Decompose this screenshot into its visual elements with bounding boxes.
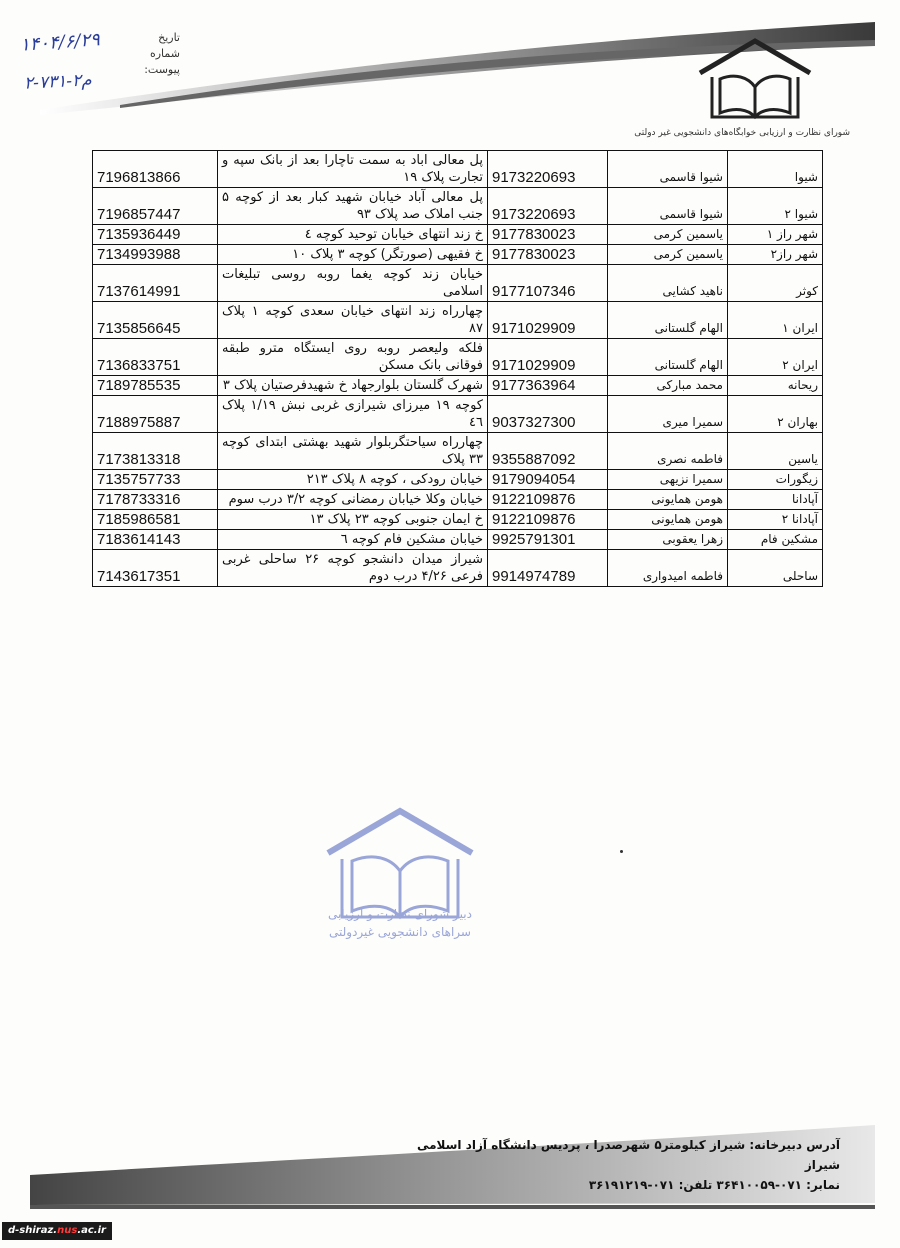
manager-cell: شیوا قاسمی bbox=[608, 188, 728, 225]
address-cell: شهرک گلستان بلوارجهاد خ شهیدفرصتیان پلاک ۳ bbox=[218, 376, 488, 396]
mobile-cell: 9177830023 bbox=[488, 245, 608, 265]
address-cell: خ زند انتهای خیابان توحید کوچه ٤ bbox=[218, 225, 488, 245]
phone-cell: 7135757733 bbox=[93, 470, 218, 490]
table-row bbox=[93, 550, 823, 587]
dorm-name-cell: ساحلی bbox=[728, 550, 823, 587]
manager-cell: الهام گلستانی bbox=[608, 339, 728, 376]
manager-cell: محمد مبارکی bbox=[608, 376, 728, 396]
address-cell: خیابان رودکی ، کوچه ۸ پلاک ۲۱۳ bbox=[218, 470, 488, 490]
site-url-accent: nus bbox=[57, 1225, 78, 1236]
dormitory-table bbox=[92, 150, 822, 587]
mobile-cell: 9914974789 bbox=[488, 550, 608, 587]
address-cell: چهارراه سیاحتگربلوار شهید بهشتی ابتدای کوچه ۳۳ پلاک bbox=[218, 433, 488, 470]
manager-cell: هومن همایونی bbox=[608, 510, 728, 530]
handwritten-date: ۱۴۰۴/۶/۲۹ bbox=[19, 29, 101, 56]
mobile-cell: 9179094054 bbox=[488, 470, 608, 490]
address-cell: پل معالی آباد خیابان شهید کبار بعد از کوچه ۵ جنب املاک صد پلاک ۹۳ bbox=[218, 188, 488, 225]
table-row bbox=[93, 339, 823, 376]
address-cell: خ ایمان جنوبی کوچه ۲۳ پلاک ۱۳ bbox=[218, 510, 488, 530]
manager-cell: یاسمین کرمی bbox=[608, 245, 728, 265]
manager-cell: زهرا یعقوبی bbox=[608, 530, 728, 550]
phone-cell: 7135936449 bbox=[93, 225, 218, 245]
mobile-cell: 9177107346 bbox=[488, 265, 608, 302]
phone-cell: 7185986581 bbox=[93, 510, 218, 530]
manager-cell: سمیرا میری bbox=[608, 396, 728, 433]
council-caption: شورای نظارت و ارزیابی خوابگاه‌های دانشجویی غیر دولتی bbox=[634, 128, 850, 138]
manager-cell: هومن همایونی bbox=[608, 490, 728, 510]
table-row bbox=[93, 151, 823, 188]
phone-cell: 7183614143 bbox=[93, 530, 218, 550]
address-cell: خیابان وکلا خیابان رمضانی کوچه ۳/۲ درب سوم bbox=[218, 490, 488, 510]
mobile-cell: 9122109876 bbox=[488, 490, 608, 510]
footer-contact bbox=[410, 1135, 840, 1195]
address-cell: چهارراه زند انتهای خیابان سعدی کوچه ۱ پلاک ۸۷ bbox=[218, 302, 488, 339]
dorm-name-cell: شهر راز ۱ bbox=[728, 225, 823, 245]
mobile-cell: 9171029909 bbox=[488, 339, 608, 376]
phone-cell: 7196813866 bbox=[93, 151, 218, 188]
table-row bbox=[93, 510, 823, 530]
address-cell: خیابان زند کوچه یغما روبه روسی تبلیغات اسلامی bbox=[218, 265, 488, 302]
dorm-name-cell: آپادانا ۲ bbox=[728, 510, 823, 530]
mobile-cell: 9171029909 bbox=[488, 302, 608, 339]
footer-address: آدرس دبیرخانه: شیراز کیلومتر۵ شهرصدرا ، پردیس دانشگاه آزاد اسلامی شیراز bbox=[416, 1138, 840, 1172]
site-url-badge[interactable] bbox=[2, 1222, 112, 1240]
phone-cell: 7196857447 bbox=[93, 188, 218, 225]
dorm-name-cell: یاسین bbox=[728, 433, 823, 470]
ink-dot bbox=[620, 850, 623, 853]
phone-cell: 7135856645 bbox=[93, 302, 218, 339]
dorm-name-cell: کوثر bbox=[728, 265, 823, 302]
table-row bbox=[93, 265, 823, 302]
attachment-label: پیوست: bbox=[144, 63, 180, 76]
letter-meta bbox=[110, 30, 180, 78]
table-row bbox=[93, 302, 823, 339]
number-label: شماره bbox=[149, 47, 180, 60]
phone-cell: 7134993988 bbox=[93, 245, 218, 265]
mobile-cell: 9173220693 bbox=[488, 188, 608, 225]
dorm-name-cell: شیوا bbox=[728, 151, 823, 188]
council-logo-icon bbox=[690, 35, 820, 125]
manager-cell: الهام گلستانی bbox=[608, 302, 728, 339]
address-cell: کوچه ۱۹ میرزای شیرازی غربی نبش ۱/۱۹ پلاک ٤٦ bbox=[218, 396, 488, 433]
dorm-name-cell: شیوا ۲ bbox=[728, 188, 823, 225]
mobile-cell: 9177830023 bbox=[488, 225, 608, 245]
stamp-text bbox=[300, 905, 500, 941]
site-url-suffix: .ac.ir bbox=[77, 1225, 106, 1236]
table-row bbox=[93, 245, 823, 265]
manager-cell: شیوا قاسمی bbox=[608, 151, 728, 188]
table-row bbox=[93, 188, 823, 225]
manager-cell: فاطمه امیدواری bbox=[608, 550, 728, 587]
phone-cell: 7178733316 bbox=[93, 490, 218, 510]
dorm-name-cell: ایران ۱ bbox=[728, 302, 823, 339]
mobile-cell: 9037327300 bbox=[488, 396, 608, 433]
mobile-cell: 9925791301 bbox=[488, 530, 608, 550]
phone-cell: 7173813318 bbox=[93, 433, 218, 470]
phone-cell: 7143617351 bbox=[93, 550, 218, 587]
table-row bbox=[93, 225, 823, 245]
manager-cell: ناهید کشایی bbox=[608, 265, 728, 302]
address-cell: خیابان مشکین فام کوچه ٦ bbox=[218, 530, 488, 550]
phone-cell: 7189785535 bbox=[93, 376, 218, 396]
mobile-cell: 9355887092 bbox=[488, 433, 608, 470]
table-row bbox=[93, 490, 823, 510]
dorm-name-cell: ایران ۲ bbox=[728, 339, 823, 376]
handwritten-number: ۲-۷۳۱-۲م bbox=[23, 70, 93, 94]
dorm-name-cell: ریحانه bbox=[728, 376, 823, 396]
address-cell: پل معالی اباد به سمت تاچارا بعد از بانک سپه و تجارت پلاک ۱۹ bbox=[218, 151, 488, 188]
phone-cell: 7188975887 bbox=[93, 396, 218, 433]
dorm-name-cell: مشکین فام bbox=[728, 530, 823, 550]
mobile-cell: 9173220693 bbox=[488, 151, 608, 188]
table-row bbox=[93, 396, 823, 433]
site-url-prefix: d-shiraz. bbox=[8, 1225, 58, 1236]
manager-cell: سمیرا نزیهی bbox=[608, 470, 728, 490]
dorm-name-cell: شهر راز۲ bbox=[728, 245, 823, 265]
table-row bbox=[93, 530, 823, 550]
manager-cell: یاسمین کرمی bbox=[608, 225, 728, 245]
stamp-line-1: دبیر شورای نظارت و ارزیابی bbox=[328, 907, 472, 921]
table-row bbox=[93, 376, 823, 396]
footer-phones: نمابر: ۰۷۱-۳۶۴۱۰۰۵۹ تلفن: ۰۷۱-۳۶۱۹۱۲۱۹ bbox=[588, 1178, 840, 1192]
address-cell: خ فقیهی (صورتگر) کوچه ۳ پلاک ۱۰ bbox=[218, 245, 488, 265]
dorm-name-cell: آپادانا bbox=[728, 490, 823, 510]
dorm-name-cell: زیگورات bbox=[728, 470, 823, 490]
date-label: تاریخ bbox=[158, 31, 180, 44]
phone-cell: 7136833751 bbox=[93, 339, 218, 376]
address-cell: فلکه ولیعصر روبه روی ایستگاه مترو طبقه فوقانی بانک مسکن bbox=[218, 339, 488, 376]
mobile-cell: 9177363964 bbox=[488, 376, 608, 396]
address-cell: شیراز میدان دانشجو کوچه ۲۶ ساحلی غربی فرعی ۴/۲۶ درب دوم bbox=[218, 550, 488, 587]
dorm-name-cell: بهاران ۲ bbox=[728, 396, 823, 433]
phone-cell: 7137614991 bbox=[93, 265, 218, 302]
table-row bbox=[93, 470, 823, 490]
table-row bbox=[93, 433, 823, 470]
mobile-cell: 9122109876 bbox=[488, 510, 608, 530]
manager-cell: فاطمه نصری bbox=[608, 433, 728, 470]
stamp-line-2: سراهای دانشجویی غیردولتی bbox=[329, 925, 471, 939]
